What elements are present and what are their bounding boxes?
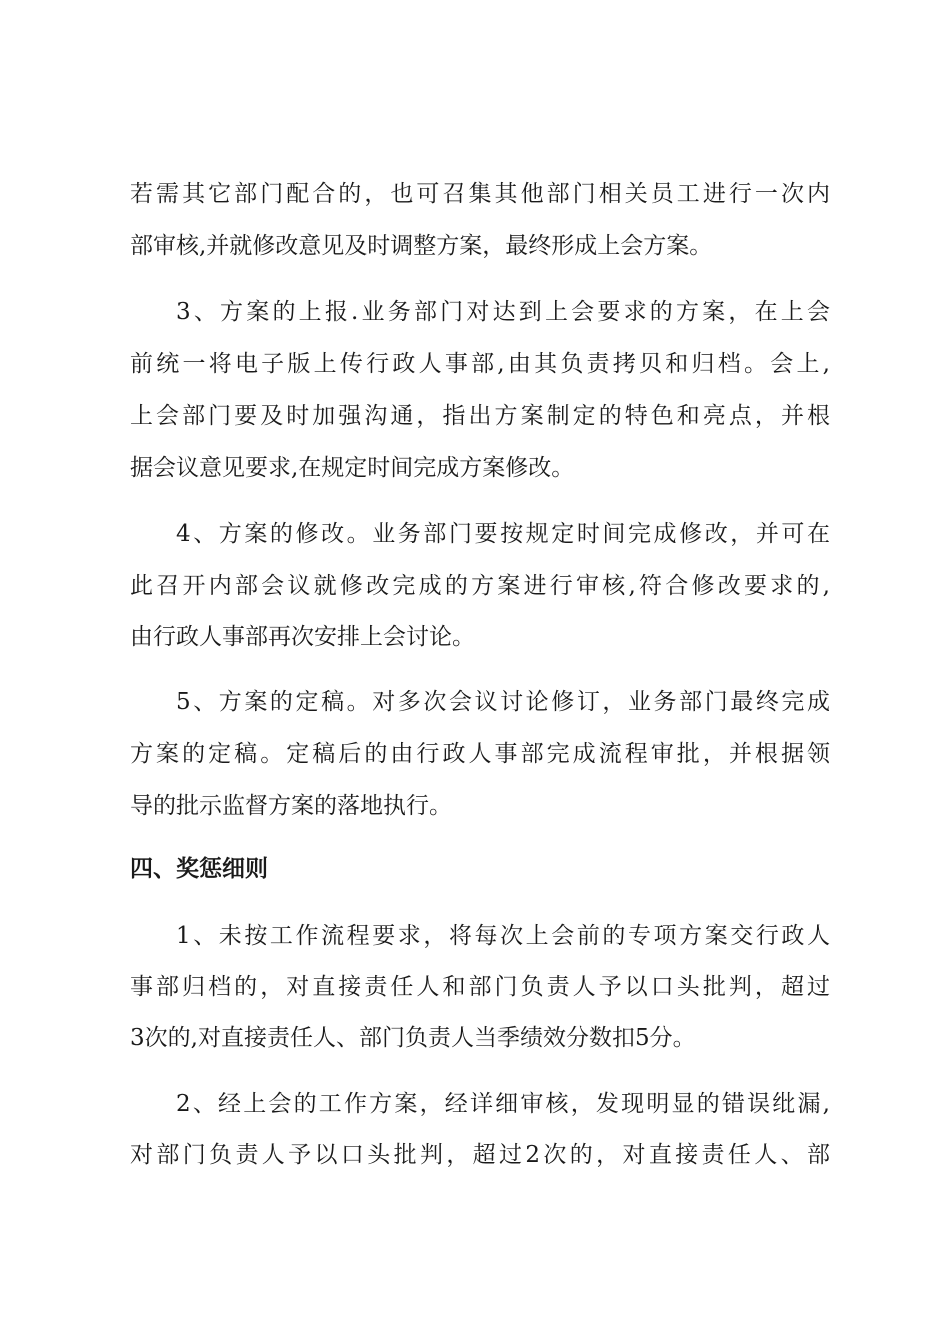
text-line: 事部归档的，对直接责任人和部门负责人予以口头批判，超过 [130, 974, 830, 1000]
section-heading: 四、奖惩细则 [130, 856, 268, 882]
text-line: 3、方案的上报.业务部门对达到上会要求的方案，在上会 [176, 299, 830, 325]
text-line: 方案的定稿。定稿后的由行政人事部完成流程审批，并根据领 [130, 741, 830, 767]
text-line: 此召开内部会议就修改完成的方案进行审核,符合修改要求的, [130, 573, 830, 599]
text-line: 导的批示监督方案的落地执行。 [130, 793, 452, 819]
text-line: 据会议意见要求,在规定时间完成方案修改。 [130, 455, 575, 481]
text-line: 1、未按工作流程要求，将每次上会前的专项方案交行政人 [176, 923, 830, 949]
text-line: 5、方案的定稿。对多次会议讨论修订，业务部门最终完成 [176, 689, 830, 715]
text-line: 由行政人事部再次安排上会讨论。 [130, 624, 475, 650]
text-line: 4、方案的修改。业务部门要按规定时间完成修改，并可在 [176, 521, 830, 547]
text-line: 2、经上会的工作方案，经详细审核，发现明显的错误纰漏, [176, 1091, 830, 1117]
text-line: 对部门负责人予以口头批判，超过2次的，对直接责任人、部 [130, 1142, 830, 1168]
text-line: 3次的,对直接责任人、部门负责人当季绩效分数扣5分。 [130, 1025, 696, 1051]
text-line: 部审核,并就修改意见及时调整方案，最终形成上会方案。 [130, 233, 713, 259]
text-line: 上会部门要及时加强沟通，指出方案制定的特色和亮点，并根 [130, 403, 830, 429]
text-line: 前统一将电子版上传行政人事部,由其负责拷贝和归档。会上, [130, 351, 830, 377]
text-line: 若需其它部门配合的，也可召集其他部门相关员工进行一次内 [130, 181, 830, 207]
